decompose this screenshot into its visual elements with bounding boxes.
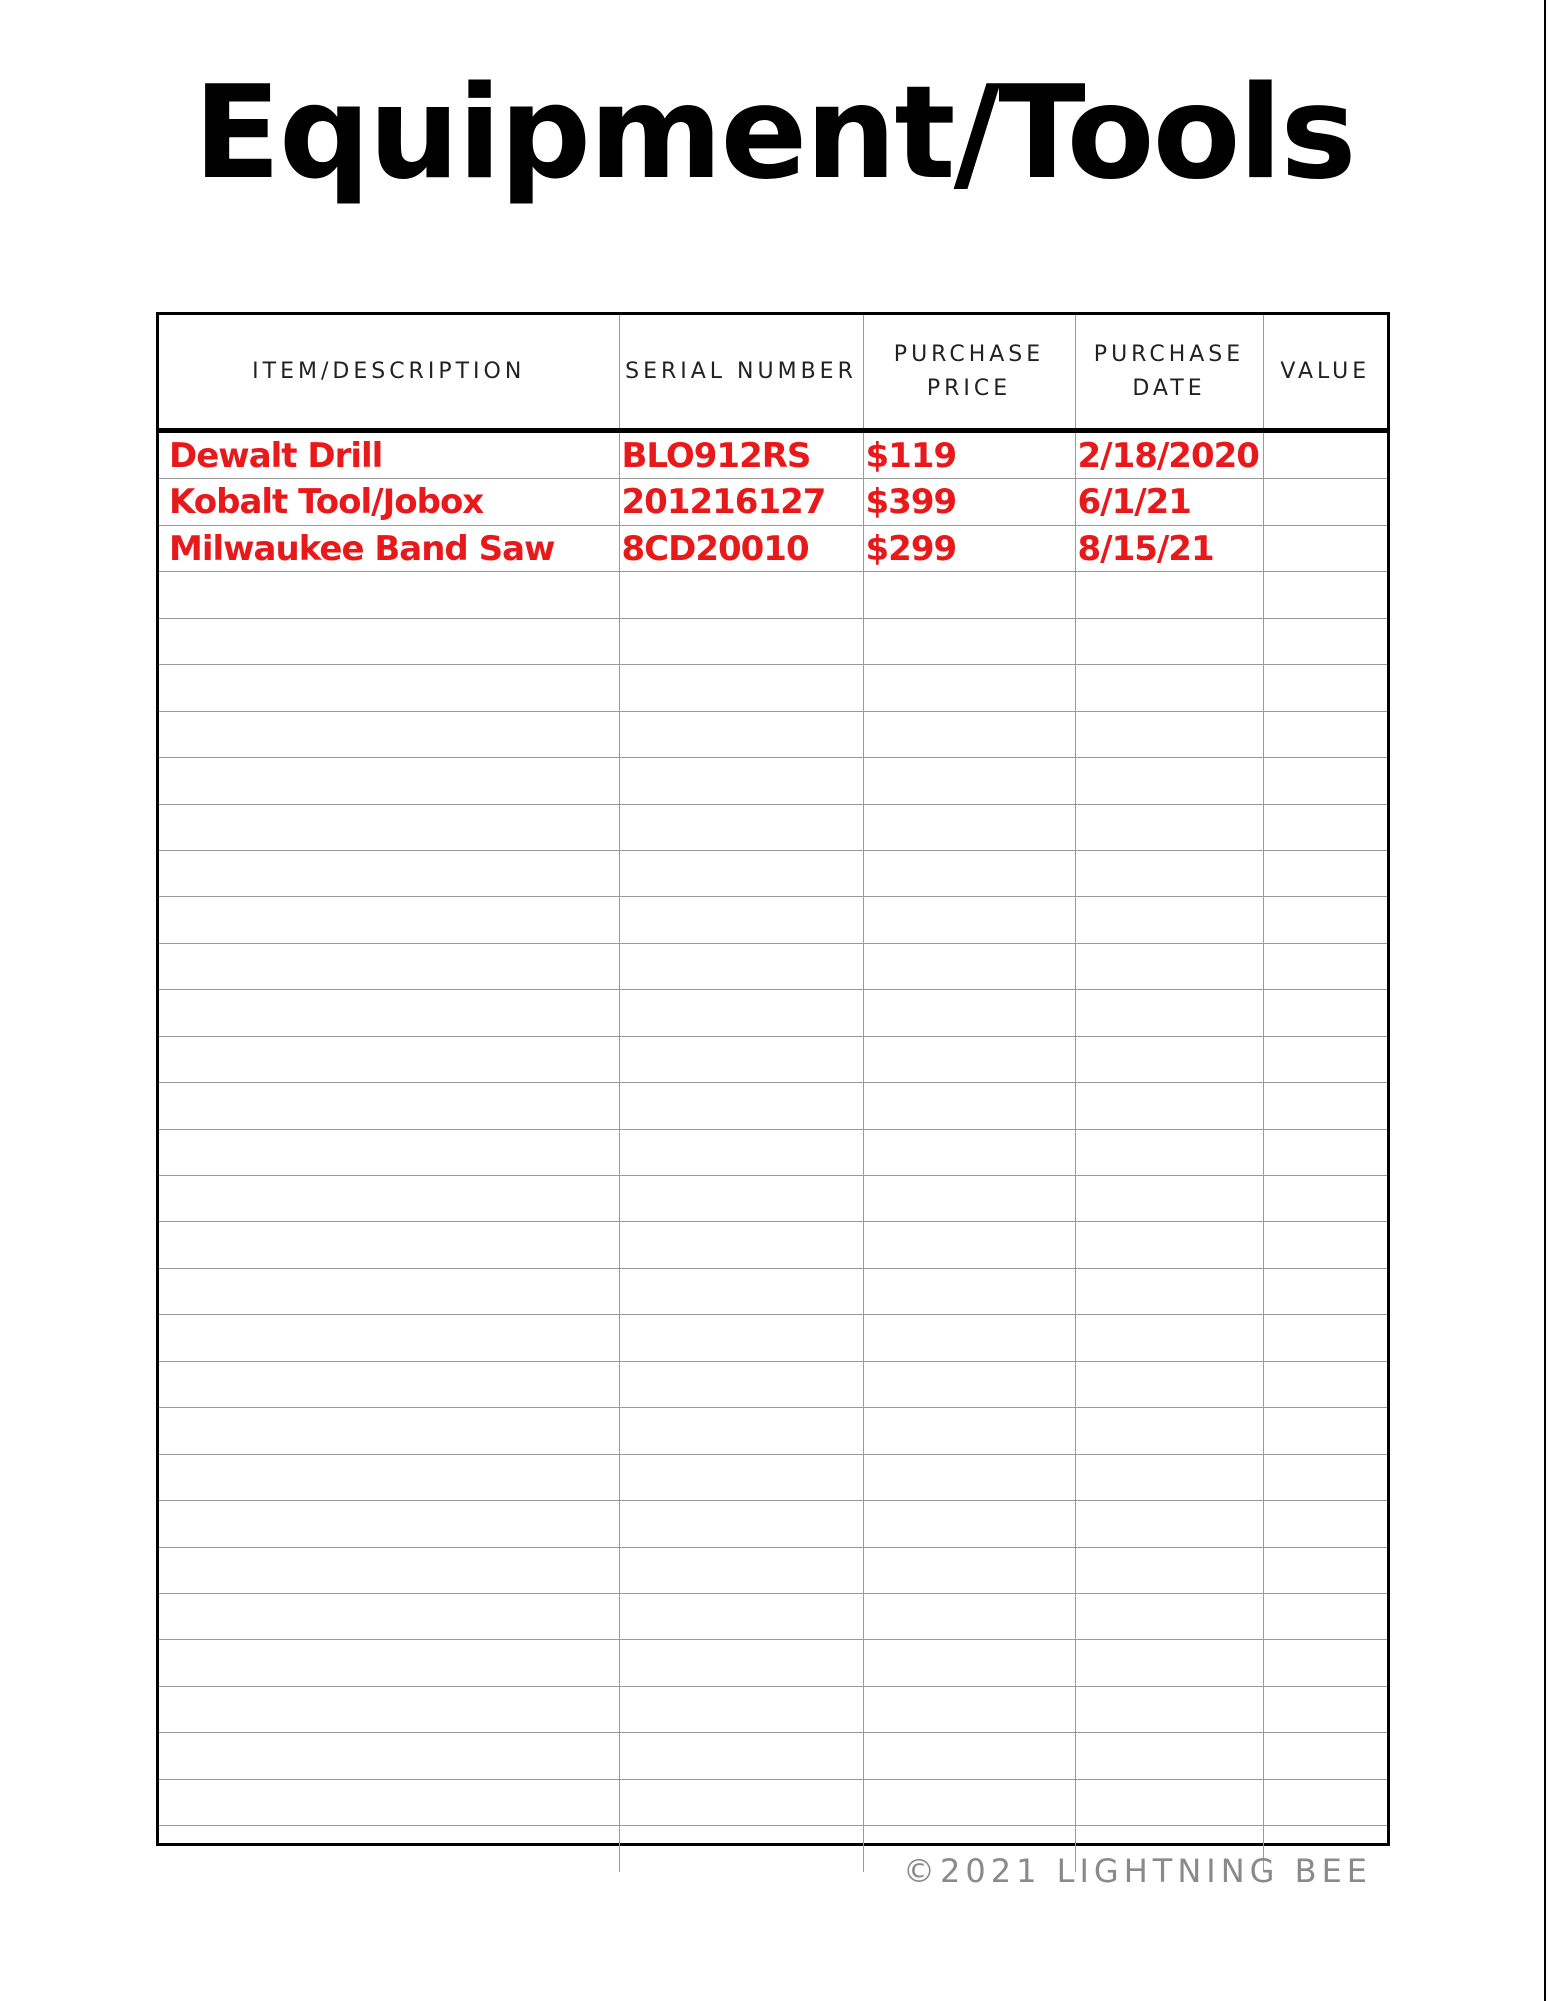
header-label: PURCHASE xyxy=(893,341,1045,367)
page-title: Equipment/Tools xyxy=(193,59,1355,208)
date-cell[interactable] xyxy=(1075,1222,1263,1268)
item-cell[interactable]: Milwaukee Band Saw xyxy=(159,525,619,571)
price-cell[interactable] xyxy=(863,990,1075,1036)
table-row[interactable] xyxy=(159,1779,1387,1825)
value-cell[interactable] xyxy=(1263,1176,1387,1222)
price-cell[interactable] xyxy=(863,1593,1075,1639)
price-cell[interactable] xyxy=(863,1315,1075,1361)
header-label: SERIAL NUMBER xyxy=(625,358,857,384)
header-purchase-price xyxy=(863,315,1075,431)
item-cell[interactable] xyxy=(159,1454,619,1500)
date-cell[interactable] xyxy=(1075,1686,1263,1732)
item-cell[interactable] xyxy=(159,1640,619,1686)
serial-cell[interactable] xyxy=(619,618,863,664)
header-label: ITEM/DESCRIPTION xyxy=(252,358,526,384)
table-row[interactable] xyxy=(159,758,1387,804)
item-cell[interactable] xyxy=(159,1361,619,1407)
value-cell[interactable] xyxy=(1263,1222,1387,1268)
value-cell[interactable] xyxy=(1263,1129,1387,1175)
value-cell[interactable] xyxy=(1263,1593,1387,1639)
header-purchase-date xyxy=(1075,315,1263,431)
serial-cell[interactable] xyxy=(619,1501,863,1547)
serial-cell[interactable] xyxy=(619,1083,863,1129)
table-row[interactable] xyxy=(159,1083,1387,1129)
value-cell[interactable] xyxy=(1263,572,1387,618)
serial-cell[interactable] xyxy=(619,1547,863,1593)
header-row xyxy=(159,315,1387,431)
value-cell[interactable] xyxy=(1263,665,1387,711)
header-value xyxy=(1263,315,1387,431)
table-row[interactable] xyxy=(159,711,1387,757)
header-label: DATE xyxy=(1132,375,1206,401)
serial-cell[interactable] xyxy=(619,1733,863,1779)
serial-cell[interactable] xyxy=(619,572,863,618)
price-cell[interactable] xyxy=(863,711,1075,757)
value-cell[interactable] xyxy=(1263,804,1387,850)
value-cell[interactable] xyxy=(1263,1408,1387,1454)
date-cell[interactable] xyxy=(1075,897,1263,943)
table-row[interactable] xyxy=(159,1640,1387,1686)
serial-cell[interactable] xyxy=(619,804,863,850)
value-cell[interactable] xyxy=(1263,1454,1387,1500)
value-cell[interactable] xyxy=(1263,1779,1387,1825)
date-cell[interactable] xyxy=(1075,850,1263,896)
serial-cell[interactable] xyxy=(619,1222,863,1268)
price-cell[interactable] xyxy=(863,572,1075,618)
item-cell[interactable] xyxy=(159,1408,619,1454)
table-row[interactable] xyxy=(159,1361,1387,1407)
item-cell[interactable] xyxy=(159,1547,619,1593)
serial-cell[interactable] xyxy=(619,665,863,711)
serial-cell[interactable] xyxy=(619,1036,863,1082)
serial-cell[interactable] xyxy=(619,758,863,804)
price-cell[interactable] xyxy=(863,804,1075,850)
date-cell[interactable] xyxy=(1075,1176,1263,1222)
serial-cell[interactable] xyxy=(619,1315,863,1361)
table-row[interactable] xyxy=(159,943,1387,989)
date-cell[interactable]: 6/1/21 xyxy=(1075,479,1263,525)
table-row[interactable] xyxy=(159,1547,1387,1593)
date-cell[interactable] xyxy=(1075,758,1263,804)
table-row[interactable] xyxy=(159,850,1387,896)
serial-cell[interactable] xyxy=(619,897,863,943)
item-cell[interactable] xyxy=(159,1222,619,1268)
date-cell[interactable]: 2/18/2020 xyxy=(1075,431,1263,479)
price-cell[interactable] xyxy=(863,1268,1075,1314)
value-cell[interactable] xyxy=(1263,1501,1387,1547)
value-cell[interactable] xyxy=(1263,943,1387,989)
copyright-footer: ©2021 LIGHTNING BEE xyxy=(903,1852,1372,1890)
date-cell[interactable] xyxy=(1075,1315,1263,1361)
price-cell[interactable] xyxy=(863,1129,1075,1175)
price-cell[interactable] xyxy=(863,758,1075,804)
date-cell[interactable] xyxy=(1075,1501,1263,1547)
item-cell[interactable] xyxy=(159,1036,619,1082)
table-row[interactable] xyxy=(159,431,1387,479)
item-cell[interactable] xyxy=(159,1315,619,1361)
value-cell[interactable] xyxy=(1263,479,1387,525)
header-label: PURCHASE xyxy=(1093,341,1245,367)
date-cell[interactable] xyxy=(1075,1547,1263,1593)
value-cell[interactable] xyxy=(1263,758,1387,804)
item-cell[interactable] xyxy=(159,850,619,896)
date-cell[interactable] xyxy=(1075,572,1263,618)
price-cell[interactable] xyxy=(863,1361,1075,1407)
header-label: VALUE xyxy=(1280,358,1371,384)
price-cell[interactable] xyxy=(863,1686,1075,1732)
serial-cell[interactable] xyxy=(619,1640,863,1686)
item-cell[interactable] xyxy=(159,1501,619,1547)
item-cell[interactable] xyxy=(159,990,619,1036)
price-cell[interactable]: $399 xyxy=(863,479,1075,525)
value-cell[interactable] xyxy=(1263,525,1387,571)
item-cell[interactable] xyxy=(159,1686,619,1732)
item-cell[interactable] xyxy=(159,711,619,757)
item-cell[interactable] xyxy=(159,1593,619,1639)
item-cell[interactable] xyxy=(159,665,619,711)
table-row[interactable] xyxy=(159,804,1387,850)
price-cell[interactable] xyxy=(863,850,1075,896)
inventory-table xyxy=(156,312,1390,1846)
price-cell[interactable] xyxy=(863,1733,1075,1779)
date-cell[interactable] xyxy=(1075,1129,1263,1175)
value-cell[interactable] xyxy=(1263,1083,1387,1129)
value-cell[interactable] xyxy=(1263,618,1387,664)
serial-cell[interactable] xyxy=(619,1408,863,1454)
value-cell[interactable] xyxy=(1263,1547,1387,1593)
price-cell[interactable] xyxy=(863,1454,1075,1500)
price-cell[interactable] xyxy=(863,1036,1075,1082)
item-cell[interactable] xyxy=(159,572,619,618)
serial-cell[interactable] xyxy=(619,1686,863,1732)
date-cell[interactable]: 8/15/21 xyxy=(1075,525,1263,571)
table-row[interactable] xyxy=(159,990,1387,1036)
header-serial-number xyxy=(619,315,863,431)
price-cell[interactable] xyxy=(863,1501,1075,1547)
price-cell[interactable] xyxy=(863,1176,1075,1222)
table-row[interactable] xyxy=(159,1268,1387,1314)
serial-cell[interactable] xyxy=(619,990,863,1036)
date-cell[interactable] xyxy=(1075,665,1263,711)
value-cell[interactable] xyxy=(1263,1361,1387,1407)
date-cell[interactable] xyxy=(1075,943,1263,989)
price-cell[interactable] xyxy=(863,1222,1075,1268)
date-cell[interactable] xyxy=(1075,1036,1263,1082)
table-row[interactable] xyxy=(159,1036,1387,1082)
price-cell[interactable] xyxy=(863,1640,1075,1686)
price-cell[interactable] xyxy=(863,897,1075,943)
price-cell[interactable] xyxy=(863,1779,1075,1825)
value-cell[interactable] xyxy=(1263,711,1387,757)
serial-cell[interactable]: 201216127 xyxy=(619,479,863,525)
value-cell[interactable] xyxy=(1263,431,1387,479)
item-cell[interactable] xyxy=(159,804,619,850)
item-cell[interactable] xyxy=(159,758,619,804)
item-cell[interactable] xyxy=(159,897,619,943)
serial-cell[interactable] xyxy=(619,1779,863,1825)
value-cell[interactable] xyxy=(1263,897,1387,943)
table-row[interactable] xyxy=(159,1501,1387,1547)
price-cell[interactable]: $299 xyxy=(863,525,1075,571)
table-row[interactable] xyxy=(159,1315,1387,1361)
header-item-description xyxy=(159,315,619,431)
date-cell[interactable] xyxy=(1075,804,1263,850)
date-cell[interactable] xyxy=(1075,1593,1263,1639)
table-row[interactable] xyxy=(159,1593,1387,1639)
price-cell[interactable] xyxy=(863,1408,1075,1454)
date-cell[interactable] xyxy=(1075,990,1263,1036)
table-row[interactable] xyxy=(159,572,1387,618)
item-cell[interactable] xyxy=(159,1826,619,1872)
item-cell[interactable] xyxy=(159,1268,619,1314)
serial-cell[interactable] xyxy=(619,1268,863,1314)
serial-cell[interactable] xyxy=(619,1454,863,1500)
price-cell[interactable] xyxy=(863,618,1075,664)
date-cell[interactable] xyxy=(1075,1640,1263,1686)
item-cell[interactable] xyxy=(159,1779,619,1825)
date-cell[interactable] xyxy=(1075,1408,1263,1454)
table-row[interactable] xyxy=(159,618,1387,664)
serial-cell[interactable] xyxy=(619,1593,863,1639)
item-cell[interactable] xyxy=(159,1083,619,1129)
serial-cell[interactable] xyxy=(619,1826,863,1872)
value-cell[interactable] xyxy=(1263,850,1387,896)
serial-cell[interactable] xyxy=(619,1129,863,1175)
date-cell[interactable] xyxy=(1075,711,1263,757)
date-cell[interactable] xyxy=(1075,618,1263,664)
date-cell[interactable] xyxy=(1075,1733,1263,1779)
table-row[interactable] xyxy=(159,479,1387,525)
serial-cell[interactable] xyxy=(619,711,863,757)
item-cell[interactable] xyxy=(159,1129,619,1175)
price-cell[interactable] xyxy=(863,665,1075,711)
date-cell[interactable] xyxy=(1075,1268,1263,1314)
item-cell[interactable] xyxy=(159,618,619,664)
price-cell[interactable] xyxy=(863,943,1075,989)
value-cell[interactable] xyxy=(1263,1036,1387,1082)
date-cell[interactable] xyxy=(1075,1361,1263,1407)
table-row[interactable] xyxy=(159,1129,1387,1175)
value-cell[interactable] xyxy=(1263,1733,1387,1779)
date-cell[interactable] xyxy=(1075,1083,1263,1129)
table-row[interactable] xyxy=(159,1176,1387,1222)
serial-cell[interactable]: BLO912RS xyxy=(619,431,863,479)
table-row[interactable] xyxy=(159,1408,1387,1454)
value-cell[interactable] xyxy=(1263,1686,1387,1732)
value-cell[interactable] xyxy=(1263,990,1387,1036)
serial-cell[interactable]: 8CD20010 xyxy=(619,525,863,571)
table-row[interactable] xyxy=(159,1454,1387,1500)
serial-cell[interactable] xyxy=(619,850,863,896)
price-cell[interactable] xyxy=(863,1547,1075,1593)
date-cell[interactable] xyxy=(1075,1779,1263,1825)
item-cell[interactable] xyxy=(159,1733,619,1779)
header-label: PRICE xyxy=(926,375,1012,401)
price-cell[interactable] xyxy=(863,1083,1075,1129)
item-cell[interactable] xyxy=(159,943,619,989)
serial-cell[interactable] xyxy=(619,1361,863,1407)
price-cell[interactable]: $119 xyxy=(863,431,1075,479)
table-row[interactable] xyxy=(159,665,1387,711)
serial-cell[interactable] xyxy=(619,943,863,989)
table-row[interactable] xyxy=(159,525,1387,571)
date-cell[interactable] xyxy=(1075,1454,1263,1500)
item-cell[interactable] xyxy=(159,1176,619,1222)
table-row[interactable] xyxy=(159,1222,1387,1268)
value-cell[interactable] xyxy=(1263,1315,1387,1361)
item-cell[interactable]: Dewalt Drill xyxy=(159,431,619,479)
table-row[interactable] xyxy=(159,897,1387,943)
table-row[interactable] xyxy=(159,1733,1387,1779)
value-cell[interactable] xyxy=(1263,1640,1387,1686)
serial-cell[interactable] xyxy=(619,1176,863,1222)
value-cell[interactable] xyxy=(1263,1268,1387,1314)
item-cell[interactable]: Kobalt Tool/Jobox xyxy=(159,479,619,525)
table-row[interactable] xyxy=(159,1686,1387,1732)
